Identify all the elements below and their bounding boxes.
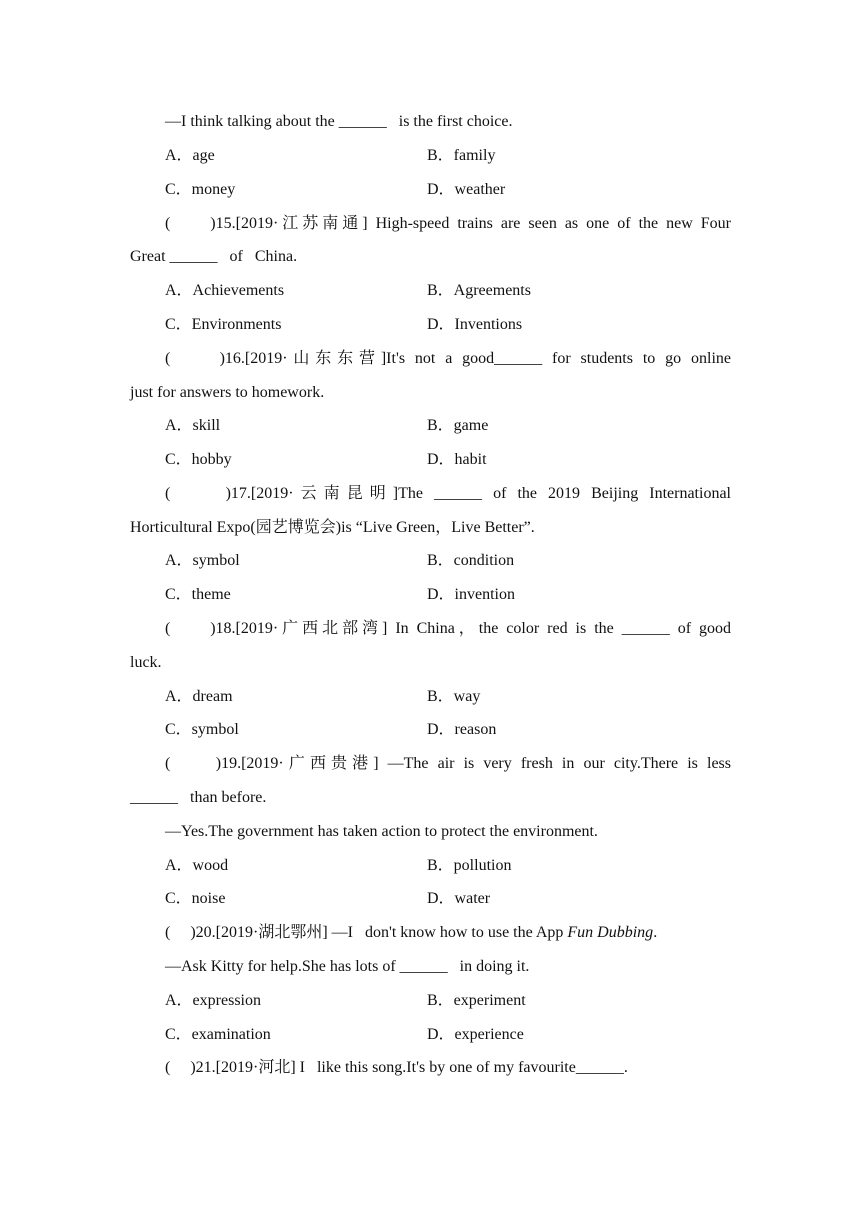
option-b: B．game bbox=[427, 417, 489, 434]
question-21-stem: ( )21.[2019·河北] I like this song.It's by one of my favourite______. bbox=[165, 1059, 628, 1076]
option-d: D．water bbox=[427, 890, 491, 907]
option-b: B．way bbox=[427, 688, 481, 705]
question-17-stem: ( )17.[2019·云南昆明]The ______ of the 2019 Beijing International bbox=[165, 485, 731, 502]
question-20-stem bbox=[165, 923, 657, 943]
option-c: C．hobby bbox=[165, 451, 232, 468]
option-b: B．experiment bbox=[427, 992, 526, 1009]
option-d: D．reason bbox=[427, 721, 497, 738]
option-a: A．age bbox=[165, 147, 215, 164]
option-d: D．weather bbox=[427, 181, 506, 198]
option-d: D．Inventions bbox=[427, 316, 523, 333]
question-19-stem-cont: ______ than before. bbox=[130, 789, 267, 806]
question-20-reply: —Ask Kitty for help.She has lots of ______ in doing it. bbox=[165, 958, 530, 975]
question-19-reply: —Yes.The government has taken action to protect the environment. bbox=[165, 823, 598, 840]
question-15-stem: ( )15.[2019·江苏南通] High-speed trains are seen as one of the new Four bbox=[165, 215, 731, 232]
option-a: A．skill bbox=[165, 417, 221, 434]
question-17-stem-cont: Horticultural Expo(园艺博览会)is “Live Green，Live Better”. bbox=[130, 519, 535, 536]
question-19-stem: ( )19.[2019·广西贵港] —The air is very fresh in our city.There is less bbox=[165, 755, 731, 772]
option-b: B．condition bbox=[427, 552, 515, 569]
option-c: C．examination bbox=[165, 1026, 271, 1043]
question-18-stem: ( )18.[2019·广西北部湾] In China，the color red is the ______ of good bbox=[165, 620, 731, 637]
question-20-stem-text: ( )20.[2019·湖北鄂州] —I don't know how to use the App bbox=[165, 924, 568, 941]
option-d: D．invention bbox=[427, 586, 515, 603]
option-a: A．symbol bbox=[165, 552, 240, 569]
option-c: C．symbol bbox=[165, 721, 239, 738]
option-d: D．experience bbox=[427, 1026, 524, 1043]
option-c: C．noise bbox=[165, 890, 226, 907]
option-a: A．dream bbox=[165, 688, 233, 705]
app-name: Fun Dubbing bbox=[567, 924, 654, 941]
question-20-stem-end: . bbox=[653, 924, 658, 941]
question-18-stem-cont: luck. bbox=[130, 654, 162, 671]
option-a: A．expression bbox=[165, 992, 261, 1009]
question-line: —I think talking about the ______ is the first choice. bbox=[165, 113, 513, 130]
option-b: B．family bbox=[427, 147, 496, 164]
question-15-stem-cont: Great ______ of China. bbox=[130, 248, 298, 265]
option-d: D．habit bbox=[427, 451, 487, 468]
option-b: B．Agreements bbox=[427, 282, 531, 299]
question-16-stem-cont: just for answers to homework. bbox=[130, 384, 325, 401]
question-16-stem: ( )16.[2019·山东东营]It's not a good______ for students to go online bbox=[165, 350, 731, 367]
option-c: C．money bbox=[165, 181, 236, 198]
option-b: B．pollution bbox=[427, 857, 512, 874]
option-c: C．Environments bbox=[165, 316, 282, 333]
option-a: A．Achievements bbox=[165, 282, 285, 299]
option-a: A．wood bbox=[165, 857, 229, 874]
option-c: C．theme bbox=[165, 586, 231, 603]
